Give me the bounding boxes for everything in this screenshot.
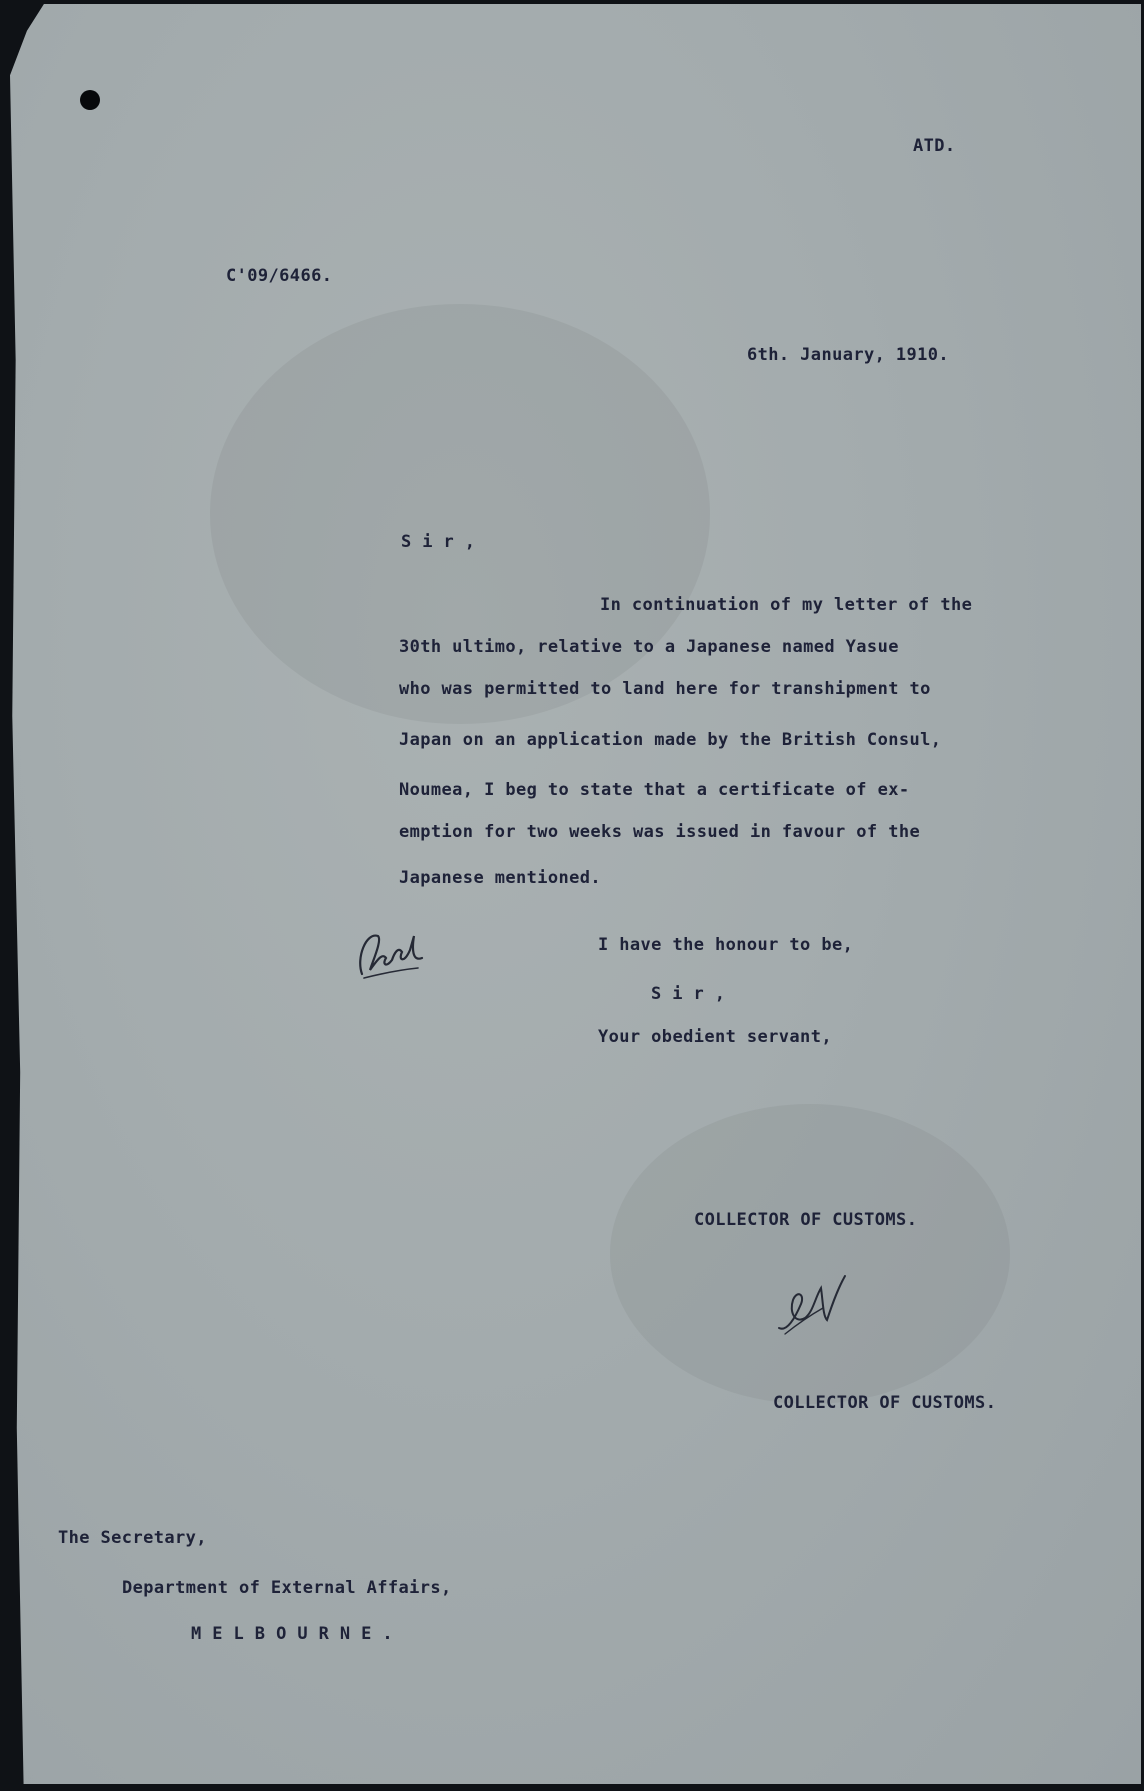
body-line: 30th ultimo, relative to a Japanese named Yasue xyxy=(399,637,899,657)
closing-salutation: S i r , xyxy=(651,984,726,1004)
addressee-line: The Secretary, xyxy=(58,1528,207,1548)
body-line: who was permitted to land here for transhipment to xyxy=(399,679,931,699)
paper-stain xyxy=(610,1104,1010,1404)
handwritten-signature xyxy=(765,1268,861,1348)
addressee-city: M E L B O U R N E . xyxy=(191,1624,394,1644)
signatory-title: COLLECTOR OF CUSTOMS. xyxy=(694,1210,918,1230)
paper-stain xyxy=(210,304,710,724)
closing-line: I have the honour to be, xyxy=(598,935,854,955)
signatory-title: COLLECTOR OF CUSTOMS. xyxy=(773,1393,997,1413)
punch-hole xyxy=(80,90,100,110)
body-line: Japanese mentioned. xyxy=(399,868,602,888)
body-line: emption for two weeks was issued in favour of the xyxy=(399,822,921,842)
letter-page xyxy=(10,4,1141,1784)
body-line: Noumea, I beg to state that a certificate of ex- xyxy=(399,780,910,800)
reference-number: C'09/6466. xyxy=(226,266,333,286)
header-mark: ATD. xyxy=(913,136,956,156)
closing-line: Your obedient servant, xyxy=(598,1027,832,1047)
addressee-line: Department of External Affairs, xyxy=(122,1578,452,1598)
body-line: Japan on an application made by the British Consul, xyxy=(399,730,942,750)
initials-signature xyxy=(352,918,432,990)
salutation: S i r , xyxy=(401,532,476,552)
body-line: In continuation of my letter of the xyxy=(600,595,973,615)
letter-date: 6th. January, 1910. xyxy=(747,345,950,365)
